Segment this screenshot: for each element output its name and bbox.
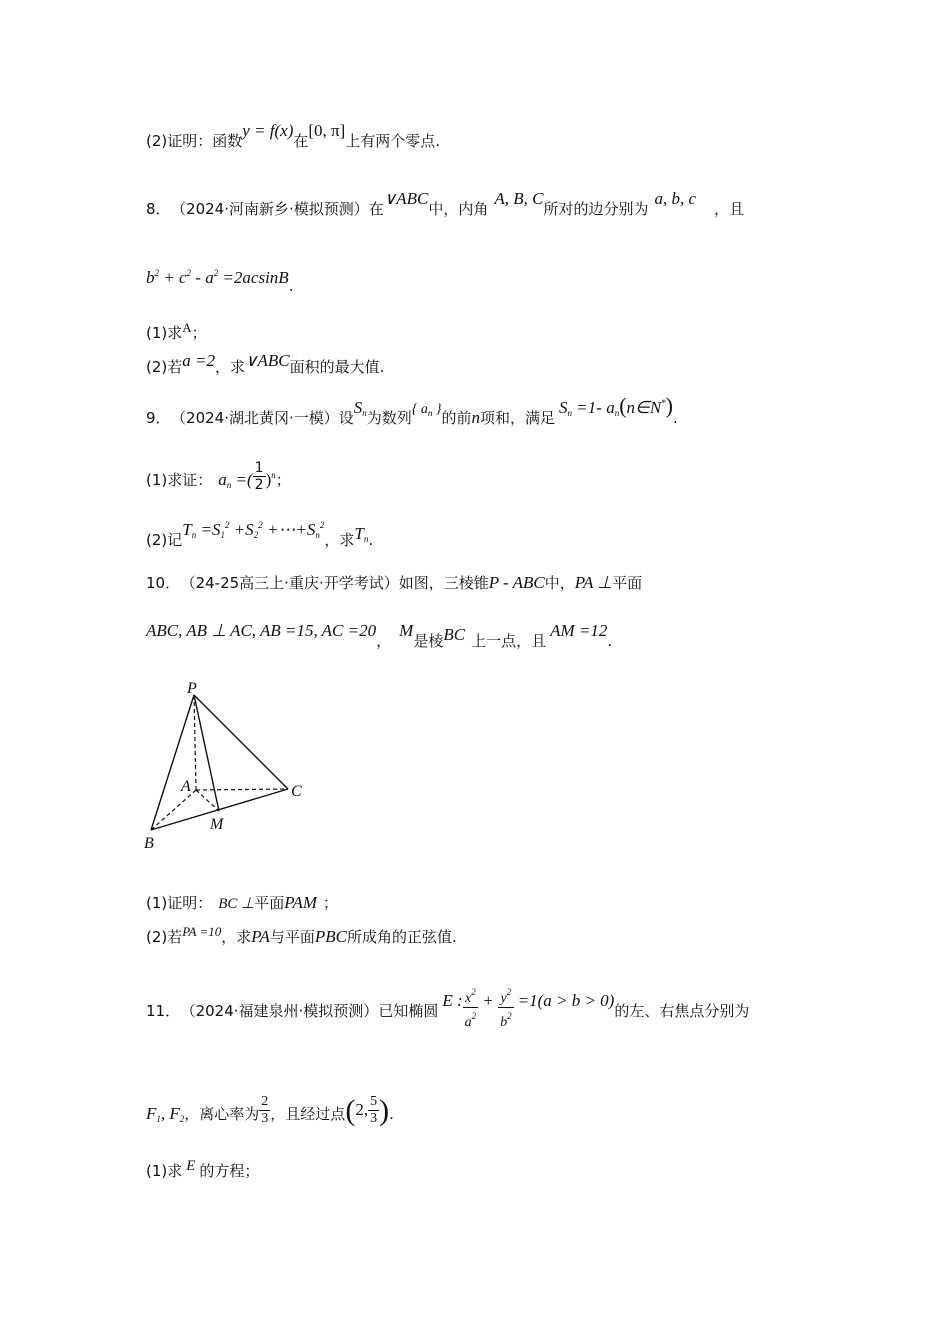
q10-intro-a: 如图，三棱锥 [398,574,489,592]
q10-part2-mid: ，求 [221,928,252,946]
q11-intro-end: . [389,1105,394,1123]
q11-stem: 11． （2024·福建泉州·模拟预测）已知椭圆E : $\frac{x^2}{a^2}$ + $\frac{y^2}{b^2}$ =1(a > b > 0)的左、右焦点分别为 [146,988,749,1035]
q7-part2-label: (2)证明：函数 [146,132,243,150]
q10-part2-pbc: PBC [314,927,347,946]
label-b: B [144,835,154,852]
q7-part2 [146,121,441,152]
q11-b: b [500,1015,508,1030]
q8-part1-label: (1)求 [146,324,183,342]
q9-number: 9． [146,409,171,427]
q9-intro-c: 的前 [441,409,472,427]
q9-n-var: n [471,408,481,427]
q9-cond-mid: =1- [576,398,602,417]
q11-y-frac: $\frac{y^2}{b^2}$ [498,984,514,1031]
q11-part1-var: E [186,1158,196,1174]
q11-y: y [500,991,507,1006]
q9-part2-eq: $T_n =S_1^2 +S_2^2$ $+\cdots+S_n^2$ [182,520,325,540]
q8-sides: a, b, c [654,189,697,208]
q9-seq: { $a_n$ } [411,402,442,418]
q10-part1-label: (1)证明： [146,894,213,912]
q10-part1-pam: PAM [284,893,317,912]
q8-intro-c: 所对的边分别为 [543,200,649,218]
q10-bc: BC [443,625,466,644]
q8-number: 8． [146,200,171,218]
q11-part1 [146,1160,259,1183]
q8-part2-cond: a =2 [182,351,215,370]
q11-stem-2: $F_1$, $F_2$，离心率为 $\frac{2}{3}$ ，且经过点(2, $\frac{5}{3}$ ). [146,1093,394,1127]
q9-intro-a: 设 [338,409,354,427]
q9-stem [146,393,678,434]
q8-source: （2024·河南新乡·模拟预测） [178,200,369,218]
q8-eq-rhs: =2acsinB [222,268,289,287]
q11-pt-den: 3 [370,1111,378,1126]
q9-eq-b: +S [233,520,254,539]
q10-part1 [146,892,338,915]
q9-intro-b: 为数列 [366,409,412,427]
q10-part2-label: (2)若 [146,928,183,946]
edge-pm [194,695,219,811]
q10-intro-f: 上一点，且 [471,632,547,650]
q8-angles: A, B, C [494,189,544,208]
q10-part1-plane: 平面 [254,894,285,912]
q11-f2: F [169,1104,180,1123]
label-c: C [291,783,302,800]
q10-part2-cond: PA =10 [182,924,222,939]
q8-part1-var: A [182,320,192,335]
q10-part1-end: ； [323,894,339,912]
edge-ac [196,789,288,790]
q9-cond-set: n∈N [626,398,662,417]
q9-part2-mid: ，求 [324,531,355,549]
q10-pyramid: P - ABC [488,573,545,592]
label-m: M [210,816,224,833]
q9-half: $\frac{1}{2}$ [254,460,264,493]
q11-e-label: E : [442,991,463,1010]
q10-intro-e: 是棱 [413,632,444,650]
q10-intro-c: 平面 [612,574,643,592]
q11-ecc-num: 2 [261,1094,269,1109]
q10-stem [146,572,642,594]
q11-pt-x: 2, [355,1100,369,1119]
q9-part1-eq-sym: =( [235,470,253,489]
q8-stem [146,189,745,220]
q10-part2-pa: PA [251,927,270,946]
q11-part1-label: (1)求 [146,1162,183,1180]
q10-perp1: PA ⊥ [574,573,613,592]
q11-part1-tail: 的方程； [199,1162,260,1180]
q8-part2 [146,351,385,378]
q10-source: （24-25高三上·重庆·开学考试） [188,574,399,592]
q10-intro-d: ， [376,632,392,650]
q7-tail: 上有两个零点. [345,132,441,150]
q8-intro-a: 在 [368,200,384,218]
q8-part2-mid: ，求 [214,358,245,376]
q8-eq-end: . [288,277,294,295]
q10-intro-b: 中， [544,574,575,592]
q7-in: 在 [293,132,309,150]
q8-intro-d: ，且 [714,200,745,218]
q11-source: （2024·福建泉州·模拟预测） [188,1002,379,1020]
q7-func: y = f(x) [242,121,294,140]
q8-intro-b: 中，内角 [428,200,489,218]
q9-part1: (1)求证： $a_n$ =( $\frac{1}{2}$ )$^n$； [146,460,291,493]
q11-intro-a: 已知椭圆 [378,1002,439,1020]
q9-part1-label: (1)求证： [146,471,213,489]
q10-part2-tail: 所成角的正弦值. [346,928,457,946]
q11-intro-d: ，且经过点 [270,1105,346,1123]
q11-a: a [464,1015,472,1030]
q11-intro-c: ，离心率为 [184,1105,260,1123]
label-a: A [181,778,191,795]
q9-part2-label: (2)记 [146,531,183,549]
q9-tn: $T_n$ [354,524,369,544]
pyramid-figure [140,678,320,854]
edge-pa [194,695,196,790]
q8-part2-label: (2)若 [146,358,183,376]
q10-intro-end: . [607,632,613,650]
q9-eq-a: =S [200,520,221,539]
q7-interval: [0, π] [308,121,346,140]
q11-ecc [259,1094,270,1127]
q8-part2-tri: ∨ABC [245,351,290,370]
q9-part1-end: ； [275,471,291,489]
q9-cond-end: . [673,409,678,427]
q10-am: AM =12 [550,621,608,640]
q10-part2-with: 与平面 [269,928,315,946]
edge-pc [194,695,288,789]
q11-number: 11． [146,1002,181,1020]
q11-rhs: =1(a > b > 0) [517,991,615,1010]
q10-number: 10． [146,574,181,592]
q8-part1-end: ； [191,324,207,342]
edge-pb [151,695,194,830]
q10-stem-2 [146,621,613,652]
q10-m-var: M [399,621,414,640]
q11-x: x [465,991,472,1006]
q8-part2-tail: 面积的最大值. [289,358,385,376]
q8-triangle: ∨ABC [383,189,429,208]
q11-foci: $F_1$, $F_2$ [146,1104,185,1124]
q9-sn: $S_n$ [353,398,367,418]
q11-pt-num: 5 [370,1094,378,1109]
q10-cond2: ABC, AB ⊥ AC, AB =15, AC =20 [146,621,377,640]
q11-f1: F [146,1104,157,1123]
q11-intro-b: 的左、右焦点分别为 [614,1002,750,1020]
q11-pt-y [368,1094,379,1127]
q9-eq-c: +⋯+S [266,520,316,539]
q10-part1-bc: BC ⊥ [218,896,255,912]
label-p: P [187,680,197,697]
q8-part1 [146,322,207,345]
q9-intro-d: 项和，满足 [480,409,556,427]
q10-part2 [146,926,457,949]
q8-equation: $b^2 + c^2 - a^2 =2acsinB$. [146,268,294,295]
q9-part1-eq: $a_n$ =( [218,470,253,490]
q9-cond: $S_n =1-$ $a_n(n\in N^*)$ [559,393,673,418]
q9-part2 [146,520,374,556]
q11-x-frac: $\frac{x^2}{a^2}$ [463,984,479,1031]
q11-ecc-den: 3 [261,1111,269,1126]
q9-part2-end: . [368,531,374,549]
q9-source: （2024·湖北黄冈·一模） [178,409,339,427]
